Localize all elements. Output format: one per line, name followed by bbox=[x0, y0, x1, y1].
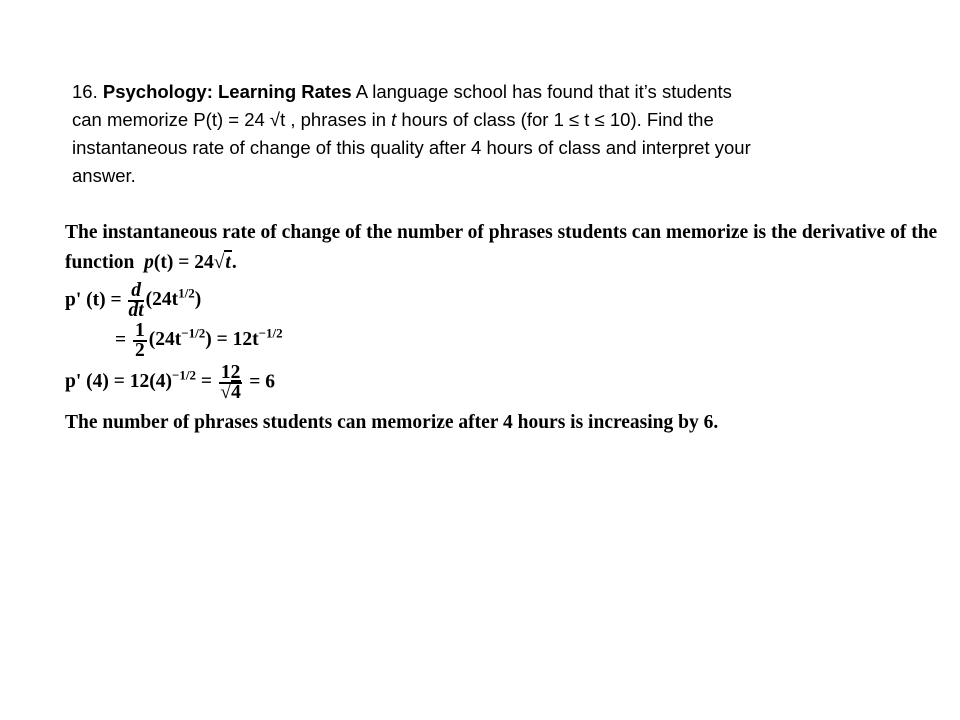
solution-function-line bbox=[65, 252, 237, 274]
half-fraction: $\frac{1}{2}$ bbox=[135, 320, 145, 361]
problem-line-2-a: can memorize P(t) = 24 √t , phrases in bbox=[72, 109, 392, 130]
simplify-line bbox=[115, 322, 283, 360]
problem-number: 16. bbox=[72, 81, 98, 102]
derivative-rhs: $(24t^{1/2})$ bbox=[145, 285, 202, 311]
problem-line-4: answer. bbox=[72, 165, 136, 186]
problem-line-1-text: A language school has found that it’s students bbox=[355, 81, 732, 102]
evaluate-result: = 6 bbox=[244, 371, 276, 393]
problem-line-2-t: t bbox=[391, 109, 397, 130]
solution-conclusion: The number of phrases students can memorize after 4 hours is increasing by 6. bbox=[65, 412, 719, 433]
evaluate-lhs: p' $(4) = 12(4)^{-1/2}$ = bbox=[65, 367, 217, 393]
solution-intro: The instantaneous rate of change of the number of phrases students can memorize is the derivative of the bbox=[65, 222, 938, 243]
problem-line-1 bbox=[72, 78, 902, 106]
problem-statement bbox=[72, 78, 902, 190]
d-dt-fraction: $\frac{d}{dt}$ bbox=[128, 280, 144, 321]
function-expression: p(t) = 24√t. bbox=[144, 252, 237, 273]
problem-line-3: instantaneous rate of change of this quality after 4 hours of class and interpret your bbox=[72, 137, 751, 158]
problem-title: Psychology: Learning Rates bbox=[102, 81, 352, 102]
derivative-lhs: p' (t) = bbox=[65, 289, 122, 311]
problem-line-2 bbox=[72, 106, 902, 134]
sqrt-symbol: √t bbox=[213, 252, 231, 273]
twelve-over-root-four: $\frac{12}{√4}$ bbox=[220, 362, 241, 403]
function-label: function bbox=[65, 252, 135, 273]
problem-line-2-b: hours of class (for 1 ≤ t ≤ 10). Find the bbox=[396, 109, 714, 130]
simplify-expression: $(24t^{-1/2}) = 12t^{-1/2}$ bbox=[148, 325, 283, 351]
derivative-line bbox=[65, 282, 201, 320]
evaluate-line bbox=[65, 364, 275, 402]
simplify-equals: = bbox=[115, 329, 127, 351]
